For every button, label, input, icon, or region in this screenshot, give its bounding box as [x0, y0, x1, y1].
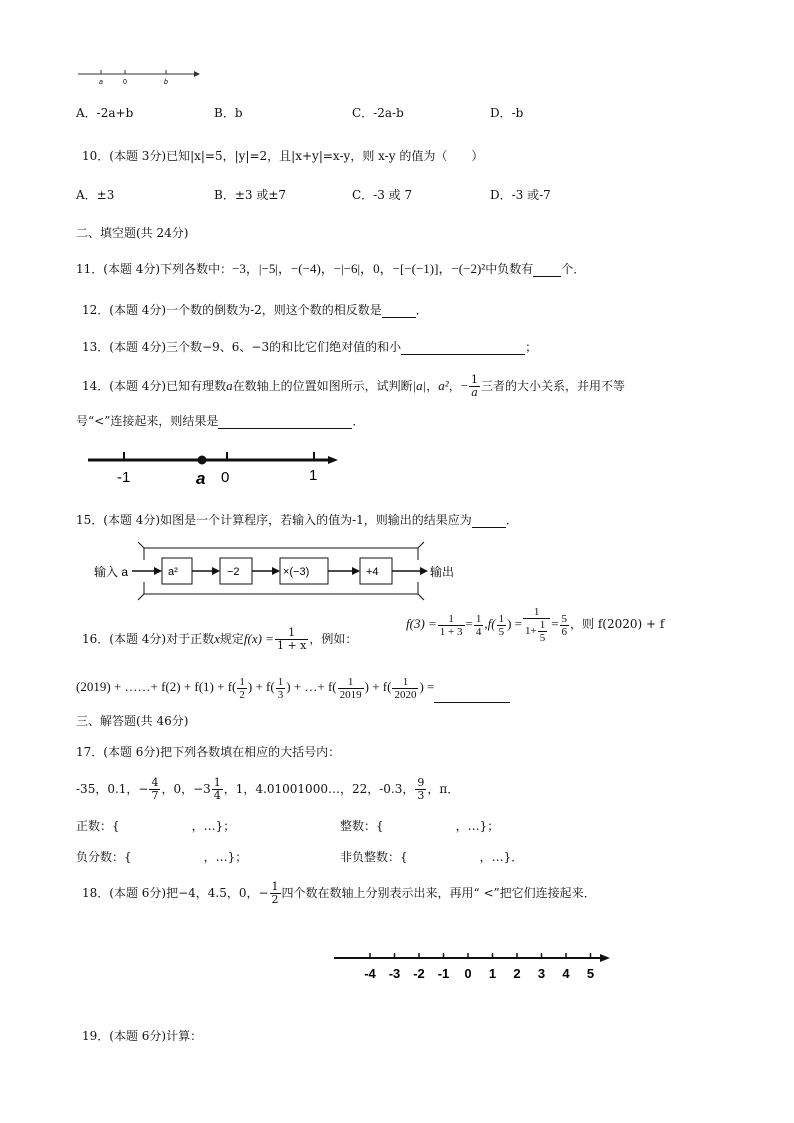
q14-label-neg1: -1 [117, 469, 131, 486]
q16-ex1-rnum: 1 [475, 612, 482, 625]
q11-answer-blank[interactable] [533, 262, 561, 277]
q16-mid: 规定 [219, 632, 244, 646]
q14-text-b: 在数轴上的位置如图所示，试判断 [232, 379, 413, 393]
q13-text: 13．(本题 4分)三个数−9、6、−3的和比它们绝对值的和小 [82, 340, 402, 354]
q18-tick-label: -2 [413, 966, 425, 981]
q16-ex2-fraction [523, 606, 550, 644]
q14-var-a: a [226, 378, 233, 393]
q17-f2-den: 4 [213, 789, 221, 802]
q16-line2-d: ) + f( [364, 679, 392, 694]
q16-2020-den: 2020 [394, 688, 417, 701]
q9-number-line [74, 64, 204, 86]
q14-text-c: 三者的大小关系，并用不等 [481, 379, 626, 393]
q14-recip-den: a [471, 386, 478, 399]
q18-tick-label: 0 [464, 966, 472, 981]
q15-answer-blank[interactable] [472, 513, 506, 528]
q15-text: 15．(本题 4分)如图是一个计算程序，若输入的值为-1，则输出的结果应为 [76, 513, 472, 527]
q14-text-line2: 号“<”连接起来，则结果是 [76, 414, 219, 428]
q14-abs-a: |a| [412, 378, 427, 393]
q16-ex1-eq: = [465, 615, 473, 631]
q16-ex2-den [523, 619, 550, 644]
q16-ex2-close: ) = [507, 615, 522, 631]
q18-line [82, 878, 596, 908]
q14-number-line [86, 444, 342, 490]
q16-line2: (2019) + ……+ f(2) + f(1) + f( $\frac{1}{2}$ ) + f( $\frac{1}{3}$ ) + …+ f( $\frac{1}{2019}$ ) + f( $\frac{1}{2020}$ ) = [76, 672, 510, 703]
q16-half-den: 2 [239, 688, 245, 701]
q18-tick-label: 3 [537, 966, 546, 981]
q10-stem: 10．(本题 3分)已知|x|=5，|y|=2，且|x+y|=x-y，则 x-y 的值为（ ） [82, 149, 484, 163]
q13-answer-blank[interactable] [401, 340, 525, 355]
q9-option-c: C．-2a-b [352, 106, 404, 120]
q15-box-plus4-text: +4 [366, 566, 379, 578]
q17-n4: ，π． [427, 782, 460, 796]
section-fill-in-heading: 二、填空题(共 24分) [76, 226, 189, 240]
q15-output-label: 输出 [430, 565, 455, 579]
q10-option-a: A．±3 [76, 188, 115, 202]
q17-f1-den: 7 [151, 789, 159, 802]
q17-n1: -35，0.1，− [76, 782, 149, 796]
q16-line2-b: ) + f( [247, 679, 275, 694]
q16-var-x: x [214, 631, 220, 646]
q16-def-den: 1 + x [276, 639, 307, 652]
q16-ex2-left: ,f( [484, 615, 496, 631]
q18-tick-label: -1 [437, 966, 450, 981]
q18-tick-label: 2 [513, 966, 521, 981]
q17-negative-fraction-set[interactable]: 负分数：{ ，…}； [76, 850, 248, 864]
q11-prefix: 11．(本题 4分)下列各数中： [76, 262, 233, 276]
q16-fx: f(x) = [243, 631, 274, 646]
q16-ex2-rden: 6 [561, 625, 568, 638]
q17-n2: ，0，−3 [161, 782, 211, 796]
q16-third-den: 3 [277, 688, 284, 701]
q16-examples [406, 606, 664, 644]
q9-label-0: 0 [123, 79, 127, 86]
q10-option-c: C．-3 或 7 [352, 188, 413, 202]
q16-ex2-eq: = [551, 615, 559, 631]
q14-neg-sign: − [460, 378, 469, 393]
q17-positive-set[interactable]: 正数：{ ，…}； [76, 819, 236, 833]
q14-text-a: 14．(本题 4分)已知有理数 [82, 379, 227, 393]
q15-box-minus2-text: −2 [227, 566, 240, 578]
q18-number-line [332, 948, 614, 982]
q9-option-a: A．-2a+b [76, 106, 134, 120]
q16-line1 [82, 624, 357, 654]
q9-option-b: B．b [214, 106, 243, 120]
q16-ex1-rden: 4 [475, 625, 482, 638]
q14-label-0: 0 [221, 469, 230, 486]
q15-box-times-text: ×(−3) [283, 566, 310, 578]
section-solve-heading: 三、解答题(共 46分) [76, 714, 189, 728]
q18-tick-label: -4 [364, 966, 376, 981]
q14-answer-blank[interactable] [218, 414, 352, 429]
q18-tick-label: 1 [488, 966, 497, 981]
q16-line2-a: (2019) + ……+ f(2) + f(1) + f( [76, 679, 237, 694]
q12-answer-blank[interactable] [382, 303, 416, 318]
q9-option-d: D．-b [490, 106, 524, 120]
q17-f3-den: 3 [417, 789, 425, 802]
q16-ex1-num: 1 [438, 613, 465, 626]
q17-numbers [76, 774, 459, 804]
q16-answer-blank[interactable] [434, 672, 510, 703]
q17-f1-num: 4 [151, 776, 159, 789]
q16-line2-c: ) + …+ f( [286, 679, 337, 694]
q14-line1: 14．(本题 4分)已知有理数a在数轴上的位置如图所示，试判断|a|，a²，− $\frac{1}{a}$ 三者的大小关系，并用不等 [82, 373, 626, 399]
q16-def-num: 1 [275, 627, 308, 640]
q16-ex2-argden: 5 [498, 625, 505, 638]
q14-label-1: 1 [309, 467, 318, 484]
q17-nonnegative-integer-set[interactable]: 非负整数：{ ，…}． [340, 850, 524, 864]
q19-line: 19．(本题 6分)计算： [82, 1029, 203, 1043]
q16-ex1-den: 1 + 3 [439, 625, 463, 638]
q16-prefix: 16．(本题 4分)对于正数 [82, 632, 215, 646]
q15-flow-diagram [92, 538, 472, 604]
q16-2019-den: 2019 [339, 688, 362, 701]
q16-ex2-argnum: 1 [498, 612, 505, 625]
q14-line2 [76, 414, 364, 429]
q13-end: ； [525, 340, 538, 354]
q18-tick-label: 4 [562, 966, 570, 981]
q14-recip-num: 1 [471, 373, 479, 386]
q17-f2-num: 1 [213, 776, 221, 789]
q17-integer-set[interactable]: 整数：{ ，…}； [340, 819, 500, 833]
q17-n3: ，1，4.01001000…，22，-0.3， [223, 782, 415, 796]
q16-ex2-den-num: 1 [539, 619, 546, 631]
q15-input-label: 输入 a [94, 565, 129, 579]
q16-ex2-num: 1 [523, 606, 550, 619]
q12-line [82, 303, 428, 318]
q18-tick-label: 5 [586, 966, 595, 981]
q11-line [76, 262, 585, 277]
q9-label-a: a [99, 79, 103, 86]
q18-text-b: 四个数在数轴上分别表示出来，再用“ <”把它们连接起来． [281, 886, 596, 900]
q16-ex2-den-den: 5 [539, 632, 546, 644]
q14-a-squared: a² [438, 378, 449, 393]
q16-line2-e: ) = [419, 679, 435, 694]
q16-ex2-den-lead: 1+ [524, 625, 537, 638]
q16-ex2-rnum: 5 [561, 612, 568, 625]
q16-definition-fraction [275, 627, 308, 652]
q15-box-square-text: a² [168, 566, 178, 578]
q17-stem: 17．(本题 6分)把下列各数填在相应的大括号内： [76, 745, 341, 759]
q18-f-num: 1 [271, 880, 279, 893]
q15-line [76, 513, 518, 528]
q11-expression: −3，|−5|，−(−4)，−|−6|，0，−[−(−1)]，−(−2)² [232, 261, 486, 276]
q10-option-d: D．-3 或-7 [490, 188, 551, 202]
q12-end: ． [415, 303, 428, 317]
q18-f-den: 2 [271, 893, 279, 906]
q18-tick-label: -3 [388, 966, 401, 981]
q13-line [82, 340, 537, 355]
q15-end: ． [505, 513, 518, 527]
q11-suffix-a: 中负数有 [485, 262, 534, 276]
q16-example-label: ，例如： [309, 632, 358, 646]
q17-f3-num: 9 [417, 776, 425, 789]
q11-suffix-b: 个． [561, 262, 586, 276]
q12-text: 12．(本题 4分)一个数的倒数为-2，则这个数的相反数是 [82, 303, 382, 317]
q14-label-a: a [196, 469, 206, 488]
q9-label-b: b [164, 79, 168, 86]
q14-end: ． [352, 414, 365, 428]
q18-text-a: 18．(本题 6分)把−4，4.5，0，− [82, 886, 269, 900]
q16-ex1-left: f(3) = [406, 615, 437, 631]
q16-tail: ，则 f(2020) + f [570, 616, 665, 631]
q10-option-b: B．±3 或±7 [214, 188, 287, 202]
q14-reciprocal [469, 374, 480, 399]
